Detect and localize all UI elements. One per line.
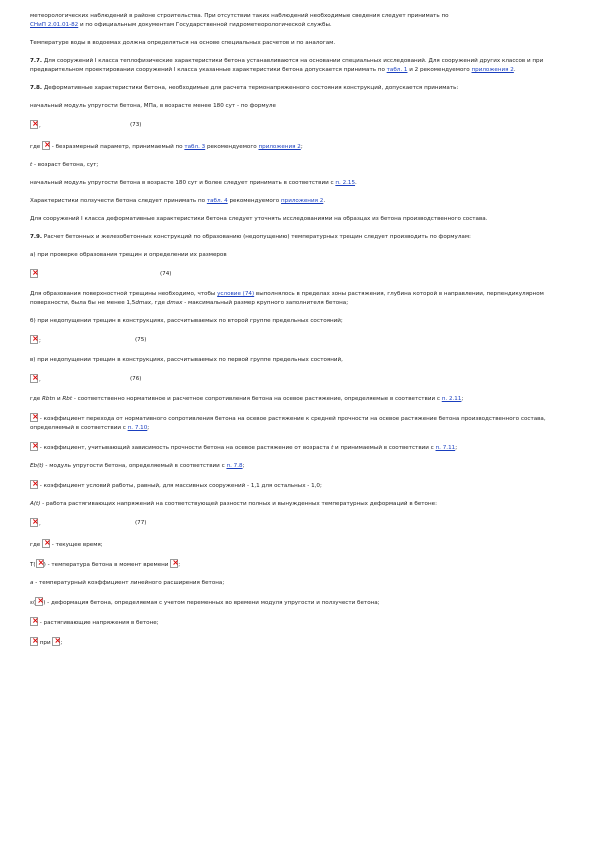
link-clause-7-10[interactable]: п. 7.10 [127,425,148,431]
equation-number: (77) [135,520,147,526]
paragraph: где × - текущее время; [30,539,566,550]
paragraph-7-9: 7.9. Расчет бетонных и железобетонных конструкций по образованию (недопущению) температурных трещин следует производить по формулам: [30,234,471,240]
paragraph: в) при недопущении трещин в конструкциях, рассчитываемых по первой группе предельных состояний, [30,357,343,363]
link-appendix-2[interactable]: приложения 2 [280,198,324,204]
text: метеорологических наблюдений в районе строительства. При отсутствии таких наблюдений необходимые сведения следует принимать по [30,13,449,19]
text: Для сооружений I класса теплофизические характеристики бетона устанавливаются на основании специальных исследований. Для сооружений других классов и при предварительном проектировании сооружений I класса указанные характеристики бетона допускается принимать по [30,58,544,73]
paragraph: A(t) - работа растягивающих напряжений на соответствующей разности полных и вынужденных температурных деформаций в бетоне: [30,501,437,507]
paragraph: × - коэффициент условий работы, равный, для массивных сооружений - 1,1 для остальных - 1,0; [30,480,566,491]
equation-number: (75) [135,337,147,343]
paragraph: a - температурный коэффициент линейного расширения бетона; [30,580,225,586]
broken-image-icon [30,335,38,344]
equation-73: × , (73) [30,120,566,132]
paragraph: × при ×; [30,637,566,648]
text: Деформативные характеристики бетона, необходимые для расчета термонапряженного состояния конструкций, допускается принимать: [42,85,459,91]
paragraph: а) при проверке образования трещин и определении их размеров [30,252,227,258]
link-snip[interactable]: СНиП 2.01.01-82 [30,22,79,28]
broken-image-icon [35,597,43,606]
equation-77: × , (77) [30,518,566,530]
broken-image-icon [30,269,38,278]
text: . [513,67,516,73]
broken-image-icon [30,480,38,489]
paragraph-7-8 [30,84,566,93]
paragraph: Для сооружений I класса деформативные характеристики бетона следует уточнять исследованиями на образцах из бетона производственного состава. [30,216,488,222]
broken-image-icon [30,518,38,527]
link-table-3[interactable]: табл. 3 [184,144,206,150]
paragraph-7-7 [30,57,566,75]
paragraph [30,12,566,30]
broken-image-icon [170,559,178,568]
clause-number: 7.7. [30,58,43,64]
equation-75: × ; (75) [30,335,566,347]
paragraph: ε(× ) - деформация бетона, определяемая с учетом переменных во времени модуля упругости и ползучести бетона; [30,597,566,608]
broken-image-icon [42,539,50,548]
clause-number: 7.8. [30,85,43,91]
equation-76: × , (76) [30,374,566,386]
broken-image-icon [36,559,44,568]
broken-image-icon [42,141,50,150]
paragraph: Характеристики ползучести бетона следует принимать по табл. 4 рекомендуемого приложения 2. [30,198,326,204]
paragraph: где × - безразмерный параметр, принимаемый по табл. 3 рекомендуемого приложения 2; [30,141,566,152]
broken-image-icon [30,637,38,646]
equation-74 [30,269,566,281]
link-table-4[interactable]: табл. 4 [206,198,228,204]
clause-number: 7.9. [30,234,43,240]
paragraph: T(× ) - температура бетона в момент времени ×; [30,559,566,570]
broken-image-icon [30,617,38,626]
link-condition-74[interactable]: условие (74) [217,291,255,297]
paragraph: начальный модуль упругости бетона, МПа, в возрасте менее 180 сут - по формуле [30,103,276,109]
paragraph: где Rbtn и Rbt - соответственно нормативное и расчетное сопротивления бетона на осевое растяжение, определяемые в соответствии с п. 2.11; [30,396,464,402]
text: и 2 рекомендуемого [407,67,472,73]
paragraph: Eb(t) - модуль упругости бетона, определяемый в соответствии с п. 7.8; [30,463,245,469]
paragraph: × - растягивающие напряжения в бетоне; [30,617,566,628]
broken-image-icon [52,637,60,646]
paragraph: × - коэффициент перехода от нормативного сопротивления бетона на осевое растяжение к средней прочности на осевое растяжение бетона производственного состава, определяемый в соответствии с п. 7.10; [30,413,566,433]
paragraph: б) при недопущении трещин в конструкциях, рассчитываемых по второй группе предельных состояний; [30,318,343,324]
equation-number: (73) [130,122,142,128]
broken-image-icon [30,374,38,383]
link-table-1[interactable]: табл. 1 [386,67,408,73]
paragraph: t - возраст бетона, сут; [30,162,99,168]
equation-number: (74) [160,271,172,277]
broken-image-icon [30,120,38,129]
broken-image-icon [30,442,38,451]
link-clause-2-15[interactable]: п. 2.15 [335,180,356,186]
text: и по официальным документам Государственной гидрометеорологической службы. [78,22,332,28]
paragraph: Для образования поверхностной трещины необходимо, чтобы условие (74) выполнялось в пределах зоны растяжения, глубина которой в направлении, перпендикулярном поверхности, была бы не менее 1,5dmax, где dmax - максимальный размер крупного заполнителя бетона; [30,291,544,306]
paragraph: Температуре воды в водоемах должна определяться на основе специальных расчетов и по аналогам. [30,40,336,46]
link-clause-7-11[interactable]: п. 7.11 [435,445,456,451]
link-clause-2-11[interactable]: п. 2.11 [441,396,462,402]
link-clause-7-8[interactable]: п. 7.8 [226,463,243,469]
equation-number: (76) [130,376,142,382]
link-appendix-2[interactable]: приложения 2 [258,144,301,150]
broken-image-icon [30,413,38,422]
paragraph: × - коэффициент, учитывающий зависимость прочности бетона на осевое растяжение от возраста t и принимаемый в соответствии с п. 7.11; [30,442,566,453]
document-page [30,12,566,657]
variable: t [30,162,33,168]
paragraph: начальный модуль упругости бетона в возрасте 180 сут и более следует принимать в соответствии с п. 2.15. [30,180,357,186]
link-appendix-2[interactable]: приложения 2 [471,67,514,73]
